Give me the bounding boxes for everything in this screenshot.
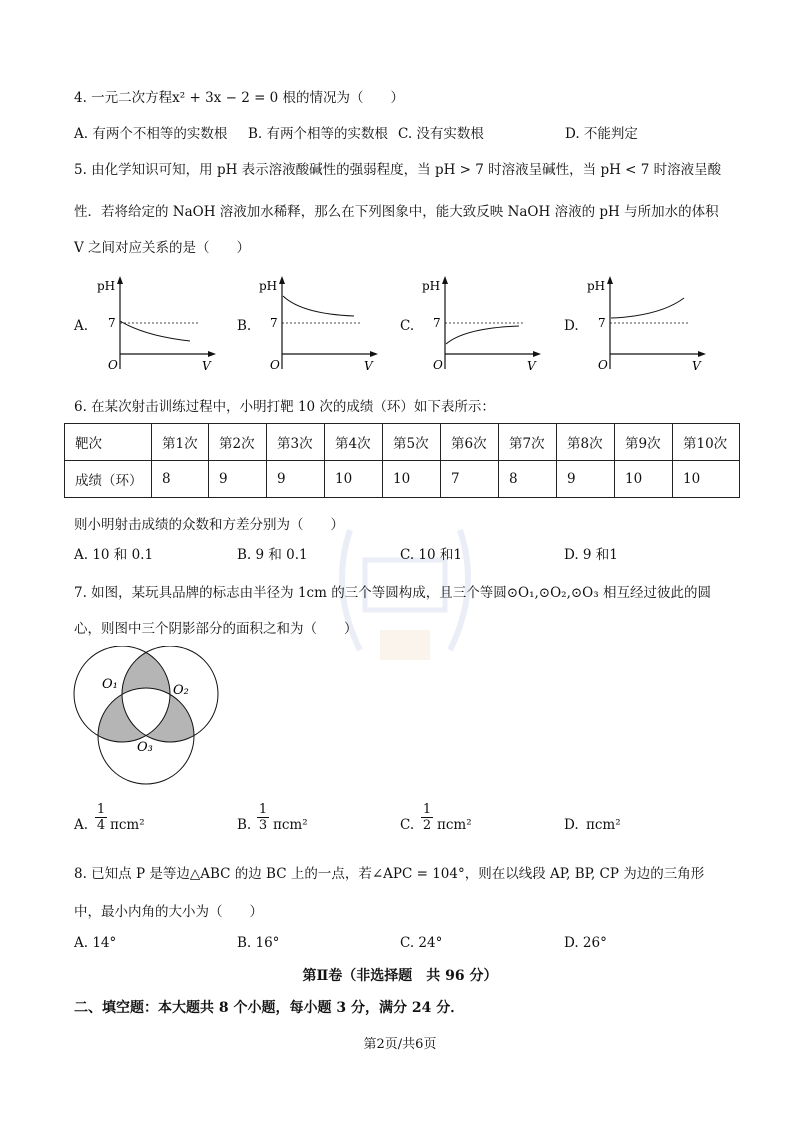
q4-option-b: B. 有两个相等的实数根 (248, 126, 389, 142)
q8-line2: 中，最小内角的大小为（ ） (74, 904, 263, 920)
q8-option-b: B. 16° (237, 935, 280, 951)
q5-graph-b-ylabel: pH (259, 279, 278, 293)
table-cell: 第10次 (673, 424, 740, 461)
table-cell: 8 (152, 461, 209, 498)
q7-line1: 7. 如图，某玩具品牌的标志由半径为 1cm 的三个等圆构成，且三个等圆⊙O₁,⊙O₂,⊙O₃ 相互经过彼此的圆 (74, 585, 711, 601)
q4-option-a: A. 有两个不相等的实数根 (74, 126, 228, 142)
q5-graph-a-xlabel: V (202, 359, 211, 373)
q5-line2: 性．若将给定的 NaOH 溶液加水稀释，那么在下列图象中，能大致反映 NaOH 溶液的 pH 与所加水的体积 (74, 204, 719, 220)
section-title: 第Ⅱ卷（非选择题 共 96 分） (302, 968, 498, 984)
q6-option-d: D. 9 和1 (564, 547, 618, 563)
q6-question: 则小明射击成绩的众数和方差分别为（ ） (74, 517, 344, 533)
table-cell: 9 (267, 461, 325, 498)
table-cell: 第2次 (209, 424, 267, 461)
table-cell: 10 (615, 461, 673, 498)
q5-graph-d-origin: O (598, 358, 608, 372)
q5-graph-a-ylabel: pH (97, 279, 116, 293)
table-cell: 10 (383, 461, 441, 498)
table-row (65, 461, 740, 498)
q8-option-c: C. 24° (400, 935, 443, 951)
table-cell: 9 (557, 461, 615, 498)
q5-graph-label-a: A. (74, 318, 89, 334)
table-cell: 靶次 (65, 424, 152, 461)
q6-option-a: A. 10 和 0.1 (74, 547, 154, 563)
q7-option-b-letter: B. (237, 817, 252, 833)
q7-option-b-fraction (257, 802, 269, 833)
q4-stem: 4. 一元二次方程x² + 3x − 2 = 0 根的情况为（ ） (74, 90, 405, 106)
q4-option-c: C. 没有实数根 (398, 126, 484, 142)
q5-graph-b-xlabel: V (364, 359, 373, 373)
q5-graph-b-seven: 7 (270, 316, 278, 330)
label-o3: O₃ (137, 740, 153, 755)
q6-option-b: B. 9 和 0.1 (237, 547, 308, 563)
q5-graph-d-xlabel: V (692, 359, 701, 373)
q5-graph-d-ylabel: pH (587, 279, 606, 293)
table-header-row (65, 424, 740, 461)
table-cell: 9 (209, 461, 267, 498)
table-cell: 10 (673, 461, 740, 498)
q7-option-a-letter: A. (74, 817, 89, 833)
q7-option-a-den: 4 (96, 818, 106, 833)
table-cell: 第3次 (267, 424, 325, 461)
q5-line1: 5. 由化学知识可知，用 pH 表示溶液酸碱性的强弱程度，当 pH > 7 时溶液呈碱性，当 pH < 7 时溶液呈酸 (74, 162, 722, 178)
q5-graph-a (90, 274, 220, 376)
q5-graph-c-ylabel: pH (422, 279, 441, 293)
table-cell: 第1次 (152, 424, 209, 461)
table-cell: 第6次 (441, 424, 499, 461)
label-o2: O₂ (173, 683, 189, 698)
q7-option-d-unit: πcm² (586, 817, 621, 833)
q8-option-a: A. 14° (74, 935, 117, 951)
q7-option-d-letter: D. (564, 817, 579, 833)
table-cell: 8 (499, 461, 557, 498)
q7-line2: 心，则图中三个阴影部分的面积之和为（ ） (74, 621, 358, 637)
q7-option-a-fraction (95, 802, 107, 833)
q8-option-d: D. 26° (564, 935, 607, 951)
page-footer: 第2页/共6页 (363, 1037, 437, 1052)
part2-heading: 二、填空题：本大题共 8 个小题，每小题 3 分，满分 24 分． (74, 1000, 465, 1016)
q5-graph-c (415, 274, 545, 376)
table-cell: 成绩（环） (65, 461, 152, 498)
q7-option-b-num: 1 (258, 802, 268, 817)
q7-option-a-num: 1 (96, 802, 106, 817)
q5-graph-a-origin: O (108, 358, 118, 372)
table-cell: 第9次 (615, 424, 673, 461)
q5-graph-a-seven: 7 (108, 316, 116, 330)
q7-option-c-fraction (421, 802, 433, 833)
q7-option-a-unit: πcm² (110, 817, 145, 833)
q7-option-b-den: 3 (258, 818, 268, 833)
table-cell: 第8次 (557, 424, 615, 461)
table-cell: 7 (441, 461, 499, 498)
three-circles-figure (70, 646, 230, 796)
table-cell: 10 (325, 461, 383, 498)
q5-graph-d-seven: 7 (598, 316, 606, 330)
table-cell: 第5次 (383, 424, 441, 461)
q5-graph-c-xlabel: V (527, 359, 536, 373)
table-cell: 第4次 (325, 424, 383, 461)
q5-graph-c-origin: O (433, 358, 443, 372)
q7-option-c-letter: C. (400, 817, 415, 833)
score-table (64, 423, 740, 498)
q4-option-d: D. 不能判定 (565, 126, 638, 142)
q5-graph-b (252, 274, 382, 376)
table-cell: 第7次 (499, 424, 557, 461)
label-o1: O₁ (102, 677, 118, 692)
q5-graph-label-c: C. (400, 318, 415, 334)
q5-graph-label-d: D. (564, 318, 579, 334)
q7-option-c-den: 2 (422, 818, 432, 833)
q6-option-c: C. 10 和1 (400, 547, 462, 563)
q8-line1: 8. 已知点 P 是等边△ABC 的边 BC 上的一点，若∠APC = 104°，则在以线段 AP, BP, CP 为边的三角形 (74, 866, 705, 882)
q5-graph-label-b: B. (237, 318, 252, 334)
q5-line3: V 之间对应关系的是（ ） (74, 240, 251, 256)
q7-option-c-unit: πcm² (437, 817, 472, 833)
q5-graph-b-origin: O (270, 358, 280, 372)
q5-graph-c-seven: 7 (433, 316, 441, 330)
q7-option-b-unit: πcm² (273, 817, 308, 833)
q6-stem: 6. 在某次射击训练过程中，小明打靶 10 次的成绩（环）如下表所示： (74, 399, 495, 415)
q5-graph-d (580, 274, 710, 376)
q7-option-c-num: 1 (422, 802, 432, 817)
